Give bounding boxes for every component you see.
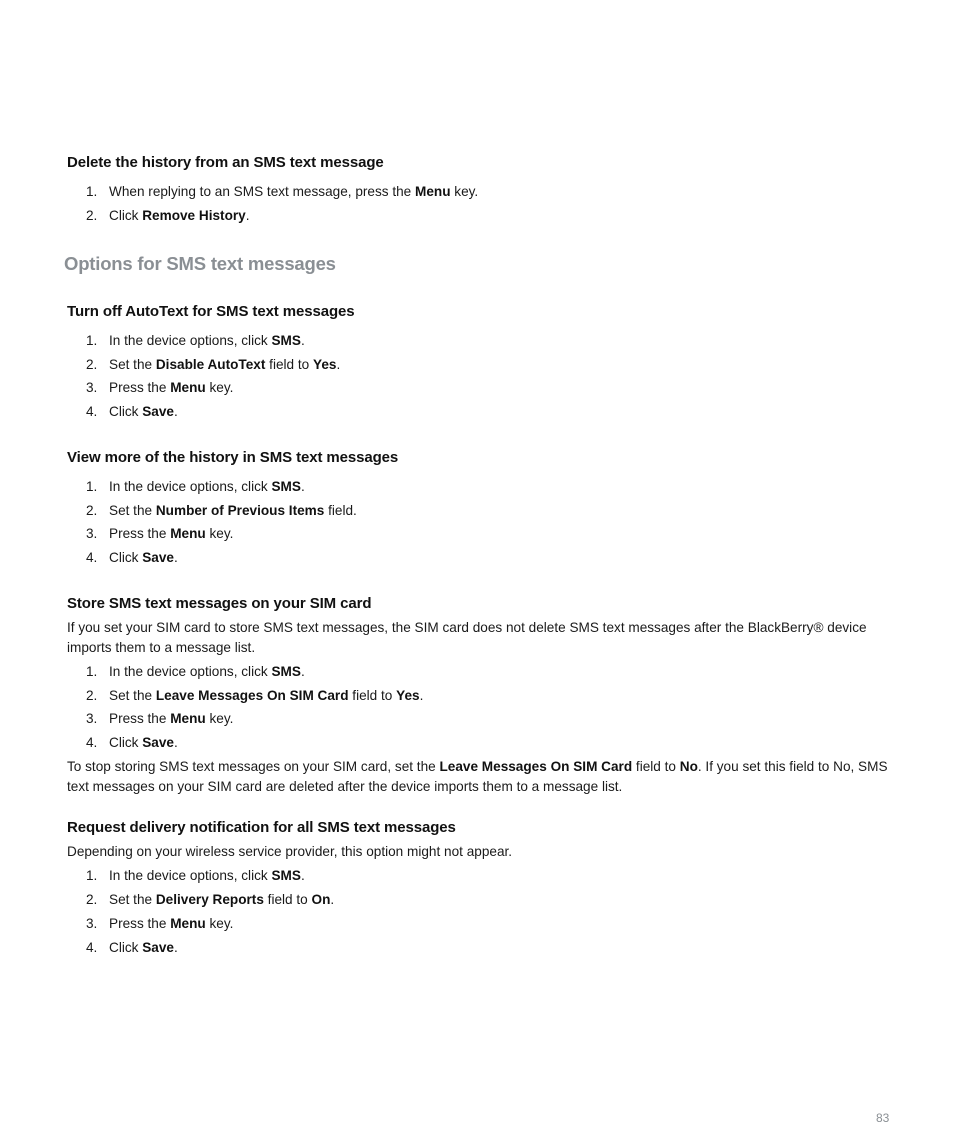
- step-number: 1.: [86, 184, 98, 199]
- sim-card-intro: If you set your SIM card to store SMS text messages, the SIM card does not delete SMS text messages after the BlackBerry® device imports them to a message list.: [67, 620, 867, 655]
- step-view-history-2: 2. Set the Number of Previous Items field.: [86, 503, 357, 518]
- step-delivery-3: 3. Press the Menu key.: [86, 916, 234, 931]
- section-title-sim-card: Store SMS text messages on your SIM card: [67, 595, 372, 612]
- step-delivery-4: 4. Click Save.: [86, 940, 178, 955]
- step-autotext-1: 1. In the device options, click SMS.: [86, 333, 305, 348]
- step-delivery-2: 2. Set the Delivery Reports field to On.: [86, 892, 335, 907]
- step-delete-history-1: 1. When replying to an SMS text message, press the Menu key.: [86, 184, 479, 199]
- step-autotext-4: 4. Click Save.: [86, 404, 178, 419]
- step-sim-card-1: 1. In the device options, click SMS.: [86, 664, 305, 679]
- step-sim-card-3: 3. Press the Menu key.: [86, 711, 234, 726]
- step-view-history-4: 4. Click Save.: [86, 550, 178, 565]
- step-autotext-2: 2. Set the Disable AutoText field to Yes.: [86, 357, 341, 372]
- step-delivery-1: 1. In the device options, click SMS.: [86, 868, 305, 883]
- step-delete-history-2: 2. Click Remove History.: [86, 208, 250, 223]
- step-sim-card-4: 4. Click Save.: [86, 735, 178, 750]
- section-heading-options: Options for SMS text messages: [64, 253, 336, 274]
- step-sim-card-2: 2. Set the Leave Messages On SIM Card field to Yes.: [86, 688, 424, 703]
- section-title-view-history: View more of the history in SMS text messages: [67, 449, 399, 466]
- section-title-delivery: Request delivery notification for all SMS text messages: [67, 819, 456, 836]
- step-view-history-1: 1. In the device options, click SMS.: [86, 479, 305, 494]
- step-number: 2.: [86, 208, 98, 223]
- page-number: 83: [876, 1111, 890, 1125]
- step-autotext-3: 3. Press the Menu key.: [86, 380, 234, 395]
- section-title-delete-history: Delete the history from an SMS text message: [67, 154, 384, 171]
- step-view-history-3: 3. Press the Menu key.: [86, 526, 234, 541]
- section-title-autotext: Turn off AutoText for SMS text messages: [67, 303, 355, 320]
- delivery-intro: Depending on your wireless service provider, this option might not appear.: [67, 844, 513, 859]
- sim-card-outro: To stop storing SMS text messages on your SIM card, set the Leave Messages On SIM Card field to No. If you set this field to No, SMS text messages on your SIM card are deleted after the device imports them to a message list.: [67, 759, 888, 794]
